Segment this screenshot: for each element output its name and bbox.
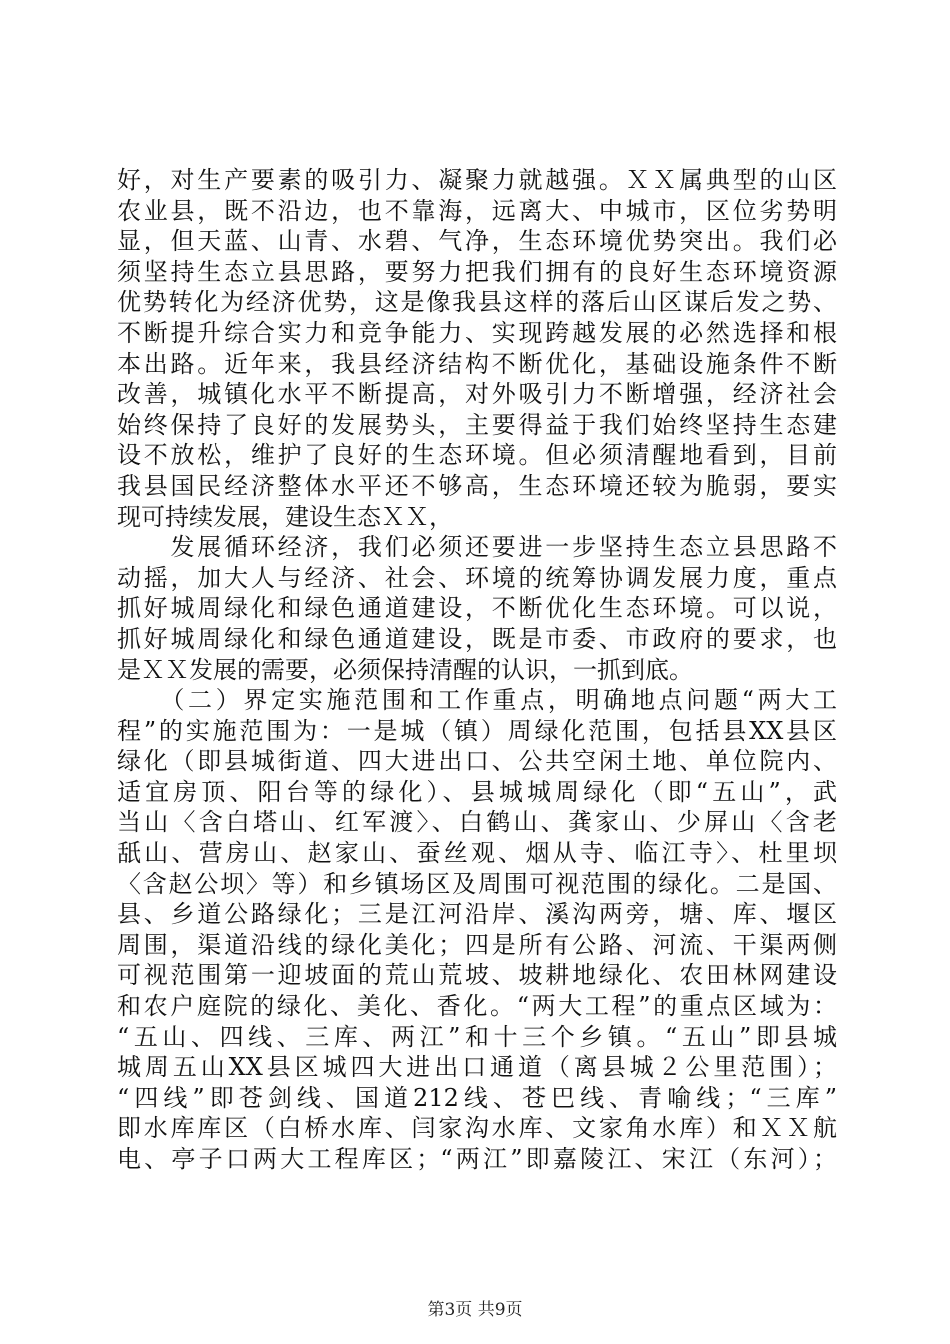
text-line: 好，对生产要素的吸引力、凝聚力就越强。ＸＸ属典型的山区: [117, 166, 837, 194]
text-line: 抓好城周绿化和绿色通道建设，不断优化生态环境。可以说，: [117, 594, 837, 623]
text-line: 县、乡道公路绿化；三是江河沿岸、溪沟两旁，塘、库、堰区: [117, 900, 837, 929]
text-line: 农业县，既不沿边，也不靠海，远离大、中城市，区位劣势明: [117, 196, 837, 225]
paragraph-3: [117, 685, 837, 1175]
text-line: 和农户庭院的绿化、美化、香化。“两大工程”的重点区域为：: [117, 992, 837, 1021]
text-line: 电、亭子口两大工程库区；“两江”即嘉陵江、宋江（东河）；: [117, 1145, 837, 1173]
text-line: 程”的实施范围为：一是城（镇）周绿化范围，包括县XX县区: [117, 716, 837, 745]
text-line: 我县国民经济整体水平还不够高，生态环境还较为脆弱，要实: [117, 471, 837, 500]
text-line: 始终保持了良好的发展势头，主要得益于我们始终坚持生态建: [117, 410, 837, 439]
text-line: 改善，城镇化水平不断提高，对外吸引力不断增强，经济社会: [117, 380, 837, 409]
page-number-footer: 第3页 共9页: [427, 1300, 523, 1320]
text-line: 抓好城周绿化和绿色通道建设，既是市委、市政府的要求，也: [117, 624, 837, 653]
text-line: 当山〈含白塔山、红军渡〉、白鹤山、龚家山、少屏山〈含老: [117, 808, 837, 837]
text-line: 〈含赵公坝〉等）和乡镇场区及周围可视范围的绿化。二是国、: [117, 869, 837, 898]
text-line: 动摇，加大人与经济、社会、环境的统筹协调发展力度，重点: [117, 563, 837, 592]
text-line: 设不放松，维护了良好的生态环境。但必须清醒地看到，目前: [117, 441, 837, 470]
text-line: 本出路。近年来，我县经济结构不断优化，基础设施条件不断: [117, 349, 837, 378]
text-line: 须坚持生态立县思路，要努力把我们拥有的良好生态环境资源: [117, 257, 837, 286]
text-line: 舐山、营房山、赵家山、蚕丝观、烟从寺、临江寺〉、杜里坝: [117, 839, 837, 868]
text-line: “四线”即苍剑线、国道212线、苍巴线、青喻线；“三库”: [117, 1083, 837, 1112]
text-line: 可视范围第一迎坡面的荒山荒坡、坡耕地绿化、农田林网建设: [117, 961, 837, 990]
text-line: 现可持续发展，建设生态ＸＸ，: [117, 502, 453, 531]
text-line: 城周五山XX县区城四大进出口通道（离县城２公里范围）；: [117, 1053, 837, 1082]
text-line: “五山、四线、三库、两江”和十三个乡镇。“五山”即县城: [117, 1022, 837, 1051]
text-line: 优势转化为经济优势，这是像我县这样的落后山区谋后发之势、: [117, 288, 837, 317]
paragraph-1: [117, 165, 837, 532]
text-line: 周围，渠道沿线的绿化美化；四是所有公路、河流、干渠两侧: [117, 930, 837, 959]
paragraph-2: [117, 532, 837, 685]
text-line: 发展循环经济，我们必须还要进一步坚持生态立县思路不: [117, 533, 837, 562]
text-line: （二）界定实施范围和工作重点，明确地点问题“两大工: [117, 686, 837, 715]
text-line: 绿化（即县城街道、四大进出口、公共空闲土地、单位院内、: [117, 747, 837, 776]
text-line: 即水库库区（白桥水库、闫家沟水库、文家角水库）和ＸＸ航: [117, 1114, 837, 1143]
text-line: 是ＸＸ发展的需要，必须保持清醒的认识，一抓到底。: [117, 655, 693, 684]
text-line: 不断提升综合实力和竞争能力、实现跨越发展的必然选择和根: [117, 318, 837, 347]
text-line: 适宜房顶、阳台等的绿化）、县城城周绿化（即“五山”，武: [117, 777, 837, 806]
document-body: [117, 165, 837, 1175]
text-line: 显，但天蓝、山青、水碧、气净，生态环境优势突出。我们必: [117, 227, 837, 256]
